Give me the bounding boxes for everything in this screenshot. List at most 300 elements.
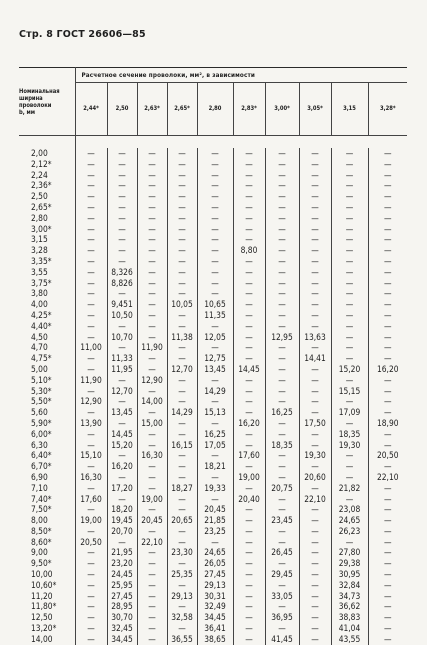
- value-cell: —: [299, 580, 331, 591]
- value-cell: —: [368, 234, 407, 245]
- value-cell: —: [368, 569, 407, 580]
- value-cell: 32,45: [107, 623, 137, 634]
- value-cell: 23,20: [107, 558, 137, 569]
- width-cell: 5,00: [19, 364, 75, 375]
- value-cell: —: [299, 310, 331, 321]
- value-cell: —: [368, 202, 407, 213]
- value-cell: —: [331, 288, 368, 299]
- value-cell: —: [87, 590, 95, 601]
- table-row: [19, 591, 407, 602]
- value-cell: —: [368, 601, 407, 612]
- value-cell: —: [233, 396, 265, 407]
- value-cell: —: [233, 332, 265, 343]
- value-cell: —: [368, 558, 407, 569]
- value-cell: —: [137, 472, 167, 483]
- value-cell: —: [233, 386, 265, 397]
- value-cell: —: [107, 396, 137, 407]
- value-cell: —: [299, 591, 331, 602]
- value-cell: —: [197, 396, 233, 407]
- table-row: [19, 634, 407, 645]
- value-cell: —: [233, 591, 265, 602]
- value-cell: —: [299, 364, 331, 375]
- table-row: [19, 245, 407, 256]
- value-cell: 18,35: [265, 440, 299, 451]
- value-cell: —: [107, 170, 137, 181]
- value-cell: 12,05: [197, 332, 233, 343]
- value-cell: —: [331, 537, 368, 548]
- table-row: [19, 213, 407, 224]
- table-row: [19, 504, 407, 515]
- value-cell: 12,90: [80, 396, 102, 407]
- value-cell: —: [107, 224, 137, 235]
- value-cell: —: [265, 364, 299, 375]
- value-cell: —: [265, 601, 299, 612]
- value-cell: —: [368, 494, 407, 505]
- value-cell: —: [167, 245, 197, 256]
- value-cell: —: [137, 191, 167, 202]
- value-cell: —: [197, 267, 233, 278]
- value-cell: —: [87, 623, 95, 634]
- value-cell: —: [137, 299, 167, 310]
- width-cell: 2,36*: [19, 180, 75, 191]
- value-cell: —: [299, 634, 331, 645]
- table-row: [19, 483, 407, 494]
- value-cell: —: [167, 386, 197, 397]
- value-cell: —: [265, 202, 299, 213]
- value-cell: —: [87, 439, 95, 450]
- column-header: 3,05*: [299, 83, 331, 136]
- value-cell: 36,55: [167, 634, 197, 645]
- value-cell: —: [331, 234, 368, 245]
- width-cell: 4,70: [19, 342, 75, 353]
- value-cell: 17,20: [107, 483, 137, 494]
- width-cell: 2,12*: [19, 159, 75, 170]
- value-cell: —: [197, 288, 233, 299]
- value-cell: 11,33: [107, 353, 137, 364]
- table-row: [19, 386, 407, 397]
- value-cell: —: [87, 525, 95, 536]
- value-cell: —: [87, 169, 95, 180]
- table-row: [19, 623, 407, 634]
- value-cell: —: [167, 623, 197, 634]
- value-cell: —: [137, 213, 167, 224]
- value-cell: —: [167, 461, 197, 472]
- value-cell: —: [87, 504, 95, 515]
- value-cell: —: [368, 515, 407, 526]
- value-cell: 19,30: [331, 440, 368, 451]
- column-header: 3,28*: [368, 83, 407, 136]
- value-cell: —: [299, 504, 331, 515]
- column-header: 2,63*: [137, 83, 167, 136]
- value-cell: 27,45: [197, 569, 233, 580]
- value-cell: —: [107, 375, 137, 386]
- value-cell: —: [331, 299, 368, 310]
- value-cell: —: [368, 245, 407, 256]
- table-row: [19, 288, 407, 299]
- value-cell: 32,84: [331, 580, 368, 591]
- value-cell: —: [137, 321, 167, 332]
- value-cell: —: [233, 429, 265, 440]
- value-cell: —: [87, 482, 95, 493]
- value-cell: —: [299, 288, 331, 299]
- table-row: [19, 537, 407, 548]
- value-cell: —: [197, 234, 233, 245]
- value-cell: 18,21: [197, 461, 233, 472]
- value-cell: 38,83: [331, 612, 368, 623]
- value-cell: —: [137, 591, 167, 602]
- value-cell: —: [107, 342, 137, 353]
- value-cell: 11,38: [167, 332, 197, 343]
- stub-header: [19, 68, 75, 136]
- value-cell: —: [368, 267, 407, 278]
- value-cell: —: [368, 148, 407, 159]
- value-cell: 24,45: [107, 569, 137, 580]
- value-cell: —: [331, 267, 368, 278]
- value-cell: 11,90: [137, 342, 167, 353]
- width-cell: 12,50: [19, 612, 75, 623]
- value-cell: 16,15: [167, 440, 197, 451]
- value-cell: 26,05: [197, 558, 233, 569]
- value-cell: 10,05: [167, 299, 197, 310]
- value-cell: 16,30: [80, 471, 102, 482]
- width-cell: 5,30*: [19, 386, 75, 397]
- column-header: 2,80: [197, 83, 233, 136]
- column-header: 3,00*: [265, 83, 299, 136]
- value-cell: 13,45: [197, 364, 233, 375]
- value-cell: —: [331, 450, 368, 461]
- value-cell: 14,00: [137, 396, 167, 407]
- width-cell: 2,00: [19, 148, 75, 159]
- value-cell: 19,33: [197, 483, 233, 494]
- value-cell: —: [331, 375, 368, 386]
- value-cell: —: [331, 213, 368, 224]
- value-cell: —: [197, 180, 233, 191]
- value-cell: —: [331, 278, 368, 289]
- value-cell: —: [167, 472, 197, 483]
- value-cell: —: [299, 159, 331, 170]
- value-cell: —: [197, 418, 233, 429]
- value-cell: —: [87, 428, 95, 439]
- stub-header-line: ширина: [19, 96, 43, 102]
- table-row: [19, 547, 407, 558]
- value-cell: —: [331, 191, 368, 202]
- value-cell: —: [265, 245, 299, 256]
- value-cell: —: [107, 256, 137, 267]
- table-row: [19, 494, 407, 505]
- value-cell: 18,20: [107, 504, 137, 515]
- value-cell: —: [233, 278, 265, 289]
- table-row: [19, 569, 407, 580]
- value-cell: —: [368, 483, 407, 494]
- value-cell: —: [167, 504, 197, 515]
- value-cell: —: [197, 213, 233, 224]
- value-cell: —: [233, 159, 265, 170]
- value-cell: —: [87, 191, 95, 202]
- value-cell: 23,25: [197, 526, 233, 537]
- value-cell: —: [299, 267, 331, 278]
- value-cell: 32,58: [167, 612, 197, 623]
- value-cell: —: [167, 375, 197, 386]
- value-cell: —: [299, 601, 331, 612]
- value-cell: 20,45: [197, 504, 233, 515]
- value-cell: —: [299, 202, 331, 213]
- table-row: [19, 601, 407, 612]
- value-cell: —: [197, 494, 233, 505]
- table-row: [19, 191, 407, 202]
- value-cell: —: [331, 494, 368, 505]
- value-cell: 14,45: [107, 429, 137, 440]
- value-cell: —: [331, 472, 368, 483]
- value-cell: —: [167, 558, 197, 569]
- value-cell: —: [197, 224, 233, 235]
- value-cell: —: [197, 202, 233, 213]
- width-cell: 2,80: [19, 213, 75, 224]
- value-cell: —: [87, 309, 95, 320]
- table-row: [19, 396, 407, 407]
- value-cell: 34,73: [331, 591, 368, 602]
- value-cell: 20,50: [368, 450, 407, 461]
- table-row: [19, 202, 407, 213]
- table-row: [19, 526, 407, 537]
- width-cell: 4,50: [19, 332, 75, 343]
- value-cell: —: [137, 623, 167, 634]
- value-cell: 19,30: [299, 450, 331, 461]
- value-cell: —: [87, 363, 95, 374]
- stub-header-line: проволоки: [19, 103, 52, 109]
- value-cell: —: [299, 537, 331, 548]
- value-cell: —: [87, 569, 95, 580]
- value-cell: 16,25: [197, 429, 233, 440]
- width-cell: 8,00: [19, 515, 75, 526]
- value-cell: 36,62: [331, 601, 368, 612]
- width-cell: 6,30: [19, 440, 75, 451]
- value-cell: —: [368, 310, 407, 321]
- value-cell: —: [265, 234, 299, 245]
- value-cell: —: [167, 148, 197, 159]
- value-cell: 34,45: [107, 634, 137, 645]
- value-cell: —: [265, 256, 299, 267]
- table-row: [19, 440, 407, 451]
- value-cell: —: [137, 483, 167, 494]
- value-cell: —: [137, 547, 167, 558]
- table-row: [19, 461, 407, 472]
- value-cell: —: [299, 396, 331, 407]
- value-cell: —: [368, 321, 407, 332]
- value-cell: —: [265, 213, 299, 224]
- table-row: [19, 353, 407, 364]
- width-cell: 6,00*: [19, 429, 75, 440]
- value-cell: —: [107, 494, 137, 505]
- value-cell: —: [167, 234, 197, 245]
- value-cell: —: [167, 601, 197, 612]
- value-cell: 30,95: [331, 569, 368, 580]
- value-cell: —: [87, 633, 95, 644]
- value-cell: 36,41: [197, 623, 233, 634]
- value-cell: —: [167, 494, 197, 505]
- value-cell: —: [331, 245, 368, 256]
- table-row: [19, 580, 407, 591]
- value-cell: —: [368, 386, 407, 397]
- value-cell: —: [167, 224, 197, 235]
- value-cell: 27,45: [107, 591, 137, 602]
- width-cell: 7,50*: [19, 504, 75, 515]
- width-cell: 3,28: [19, 245, 75, 256]
- value-cell: —: [167, 180, 197, 191]
- value-cell: 32,49: [197, 601, 233, 612]
- table-row: [19, 364, 407, 375]
- value-cell: —: [368, 353, 407, 364]
- value-cell: —: [368, 504, 407, 515]
- value-cell: —: [197, 245, 233, 256]
- value-cell: —: [265, 278, 299, 289]
- width-cell: 3,55: [19, 267, 75, 278]
- width-cell: 10,00: [19, 569, 75, 580]
- value-cell: —: [265, 580, 299, 591]
- value-cell: —: [368, 547, 407, 558]
- value-cell: 30,70: [107, 612, 137, 623]
- value-cell: 8,80: [233, 245, 265, 256]
- value-cell: —: [233, 202, 265, 213]
- value-cell: 15,10: [80, 450, 102, 461]
- value-cell: 28,95: [107, 601, 137, 612]
- value-cell: —: [137, 224, 167, 235]
- value-cell: —: [299, 526, 331, 537]
- value-cell: 15,20: [107, 440, 137, 451]
- value-cell: —: [299, 612, 331, 623]
- table-row: [19, 180, 407, 191]
- value-cell: 9,451: [107, 299, 137, 310]
- value-cell: —: [167, 429, 197, 440]
- width-cell: 3,75*: [19, 278, 75, 289]
- value-cell: 41,04: [331, 623, 368, 634]
- value-cell: 17,60: [80, 493, 102, 504]
- value-cell: —: [197, 321, 233, 332]
- value-cell: —: [107, 472, 137, 483]
- value-cell: —: [299, 623, 331, 634]
- value-cell: —: [331, 342, 368, 353]
- value-cell: —: [137, 353, 167, 364]
- value-cell: —: [331, 170, 368, 181]
- value-cell: —: [331, 332, 368, 343]
- width-cell: 6,70*: [19, 461, 75, 472]
- value-cell: —: [331, 418, 368, 429]
- width-cell: 8,60*: [19, 537, 75, 548]
- value-cell: —: [167, 353, 197, 364]
- value-cell: 12,90: [137, 375, 167, 386]
- table-row: [19, 224, 407, 235]
- column-header: 2,50: [107, 83, 137, 136]
- value-cell: 12,70: [107, 386, 137, 397]
- value-cell: 18,27: [167, 483, 197, 494]
- value-cell: —: [137, 504, 167, 515]
- value-cell: 8,826: [107, 278, 137, 289]
- value-cell: 24,65: [331, 515, 368, 526]
- value-cell: —: [137, 332, 167, 343]
- value-cell: —: [331, 148, 368, 159]
- value-cell: —: [87, 266, 95, 277]
- value-cell: —: [233, 407, 265, 418]
- value-cell: 12,70: [167, 364, 197, 375]
- width-cell: 9,00: [19, 547, 75, 558]
- table-row: [19, 170, 407, 181]
- width-cell: 9,50*: [19, 558, 75, 569]
- value-cell: 15,00: [137, 418, 167, 429]
- value-cell: —: [137, 558, 167, 569]
- table-row: [19, 375, 407, 386]
- value-cell: —: [265, 429, 299, 440]
- width-cell: 11,20: [19, 591, 75, 602]
- value-cell: —: [167, 450, 197, 461]
- value-cell: —: [368, 278, 407, 289]
- value-cell: —: [265, 267, 299, 278]
- value-cell: 10,50: [107, 310, 137, 321]
- value-cell: —: [331, 180, 368, 191]
- value-cell: —: [87, 277, 95, 288]
- value-cell: —: [368, 580, 407, 591]
- value-cell: —: [137, 170, 167, 181]
- value-cell: —: [233, 601, 265, 612]
- width-cell: 6,40*: [19, 450, 75, 461]
- value-cell: —: [265, 310, 299, 321]
- value-cell: —: [167, 278, 197, 289]
- table-row: [19, 234, 407, 245]
- width-cell: 8,50*: [19, 526, 75, 537]
- value-cell: —: [331, 224, 368, 235]
- value-cell: —: [137, 580, 167, 591]
- value-cell: —: [137, 180, 167, 191]
- wire-section-table: [19, 67, 407, 645]
- value-cell: —: [137, 526, 167, 537]
- value-cell: —: [197, 148, 233, 159]
- value-cell: —: [299, 375, 331, 386]
- stub-header-line: Номинальная: [19, 89, 60, 95]
- table-row: [19, 342, 407, 353]
- value-cell: —: [87, 180, 95, 191]
- width-cell: 2,24: [19, 170, 75, 181]
- value-cell: —: [167, 396, 197, 407]
- value-cell: —: [107, 537, 137, 548]
- value-cell: —: [331, 202, 368, 213]
- value-cell: 17,09: [331, 407, 368, 418]
- value-cell: —: [197, 342, 233, 353]
- value-cell: 22,10: [299, 494, 331, 505]
- value-cell: 20,65: [167, 515, 197, 526]
- width-cell: 3,15: [19, 234, 75, 245]
- value-cell: —: [368, 537, 407, 548]
- value-cell: —: [233, 213, 265, 224]
- value-cell: 8,326: [107, 267, 137, 278]
- table-row: [19, 267, 407, 278]
- value-cell: —: [233, 547, 265, 558]
- value-cell: —: [265, 353, 299, 364]
- value-cell: —: [233, 634, 265, 645]
- value-cell: —: [233, 342, 265, 353]
- value-cell: 34,45: [197, 612, 233, 623]
- value-cell: —: [167, 267, 197, 278]
- column-header: 2,65*: [167, 83, 197, 136]
- table-row: [19, 256, 407, 267]
- value-cell: 23,08: [331, 504, 368, 515]
- value-cell: 13,90: [80, 417, 102, 428]
- value-cell: 14,29: [167, 407, 197, 418]
- value-cell: 10,70: [107, 332, 137, 343]
- table-row: [19, 450, 407, 461]
- value-cell: 20,70: [107, 526, 137, 537]
- width-cell: 11,80*: [19, 601, 75, 612]
- value-cell: —: [87, 612, 95, 623]
- width-cell: 5,90*: [19, 418, 75, 429]
- value-cell: —: [299, 191, 331, 202]
